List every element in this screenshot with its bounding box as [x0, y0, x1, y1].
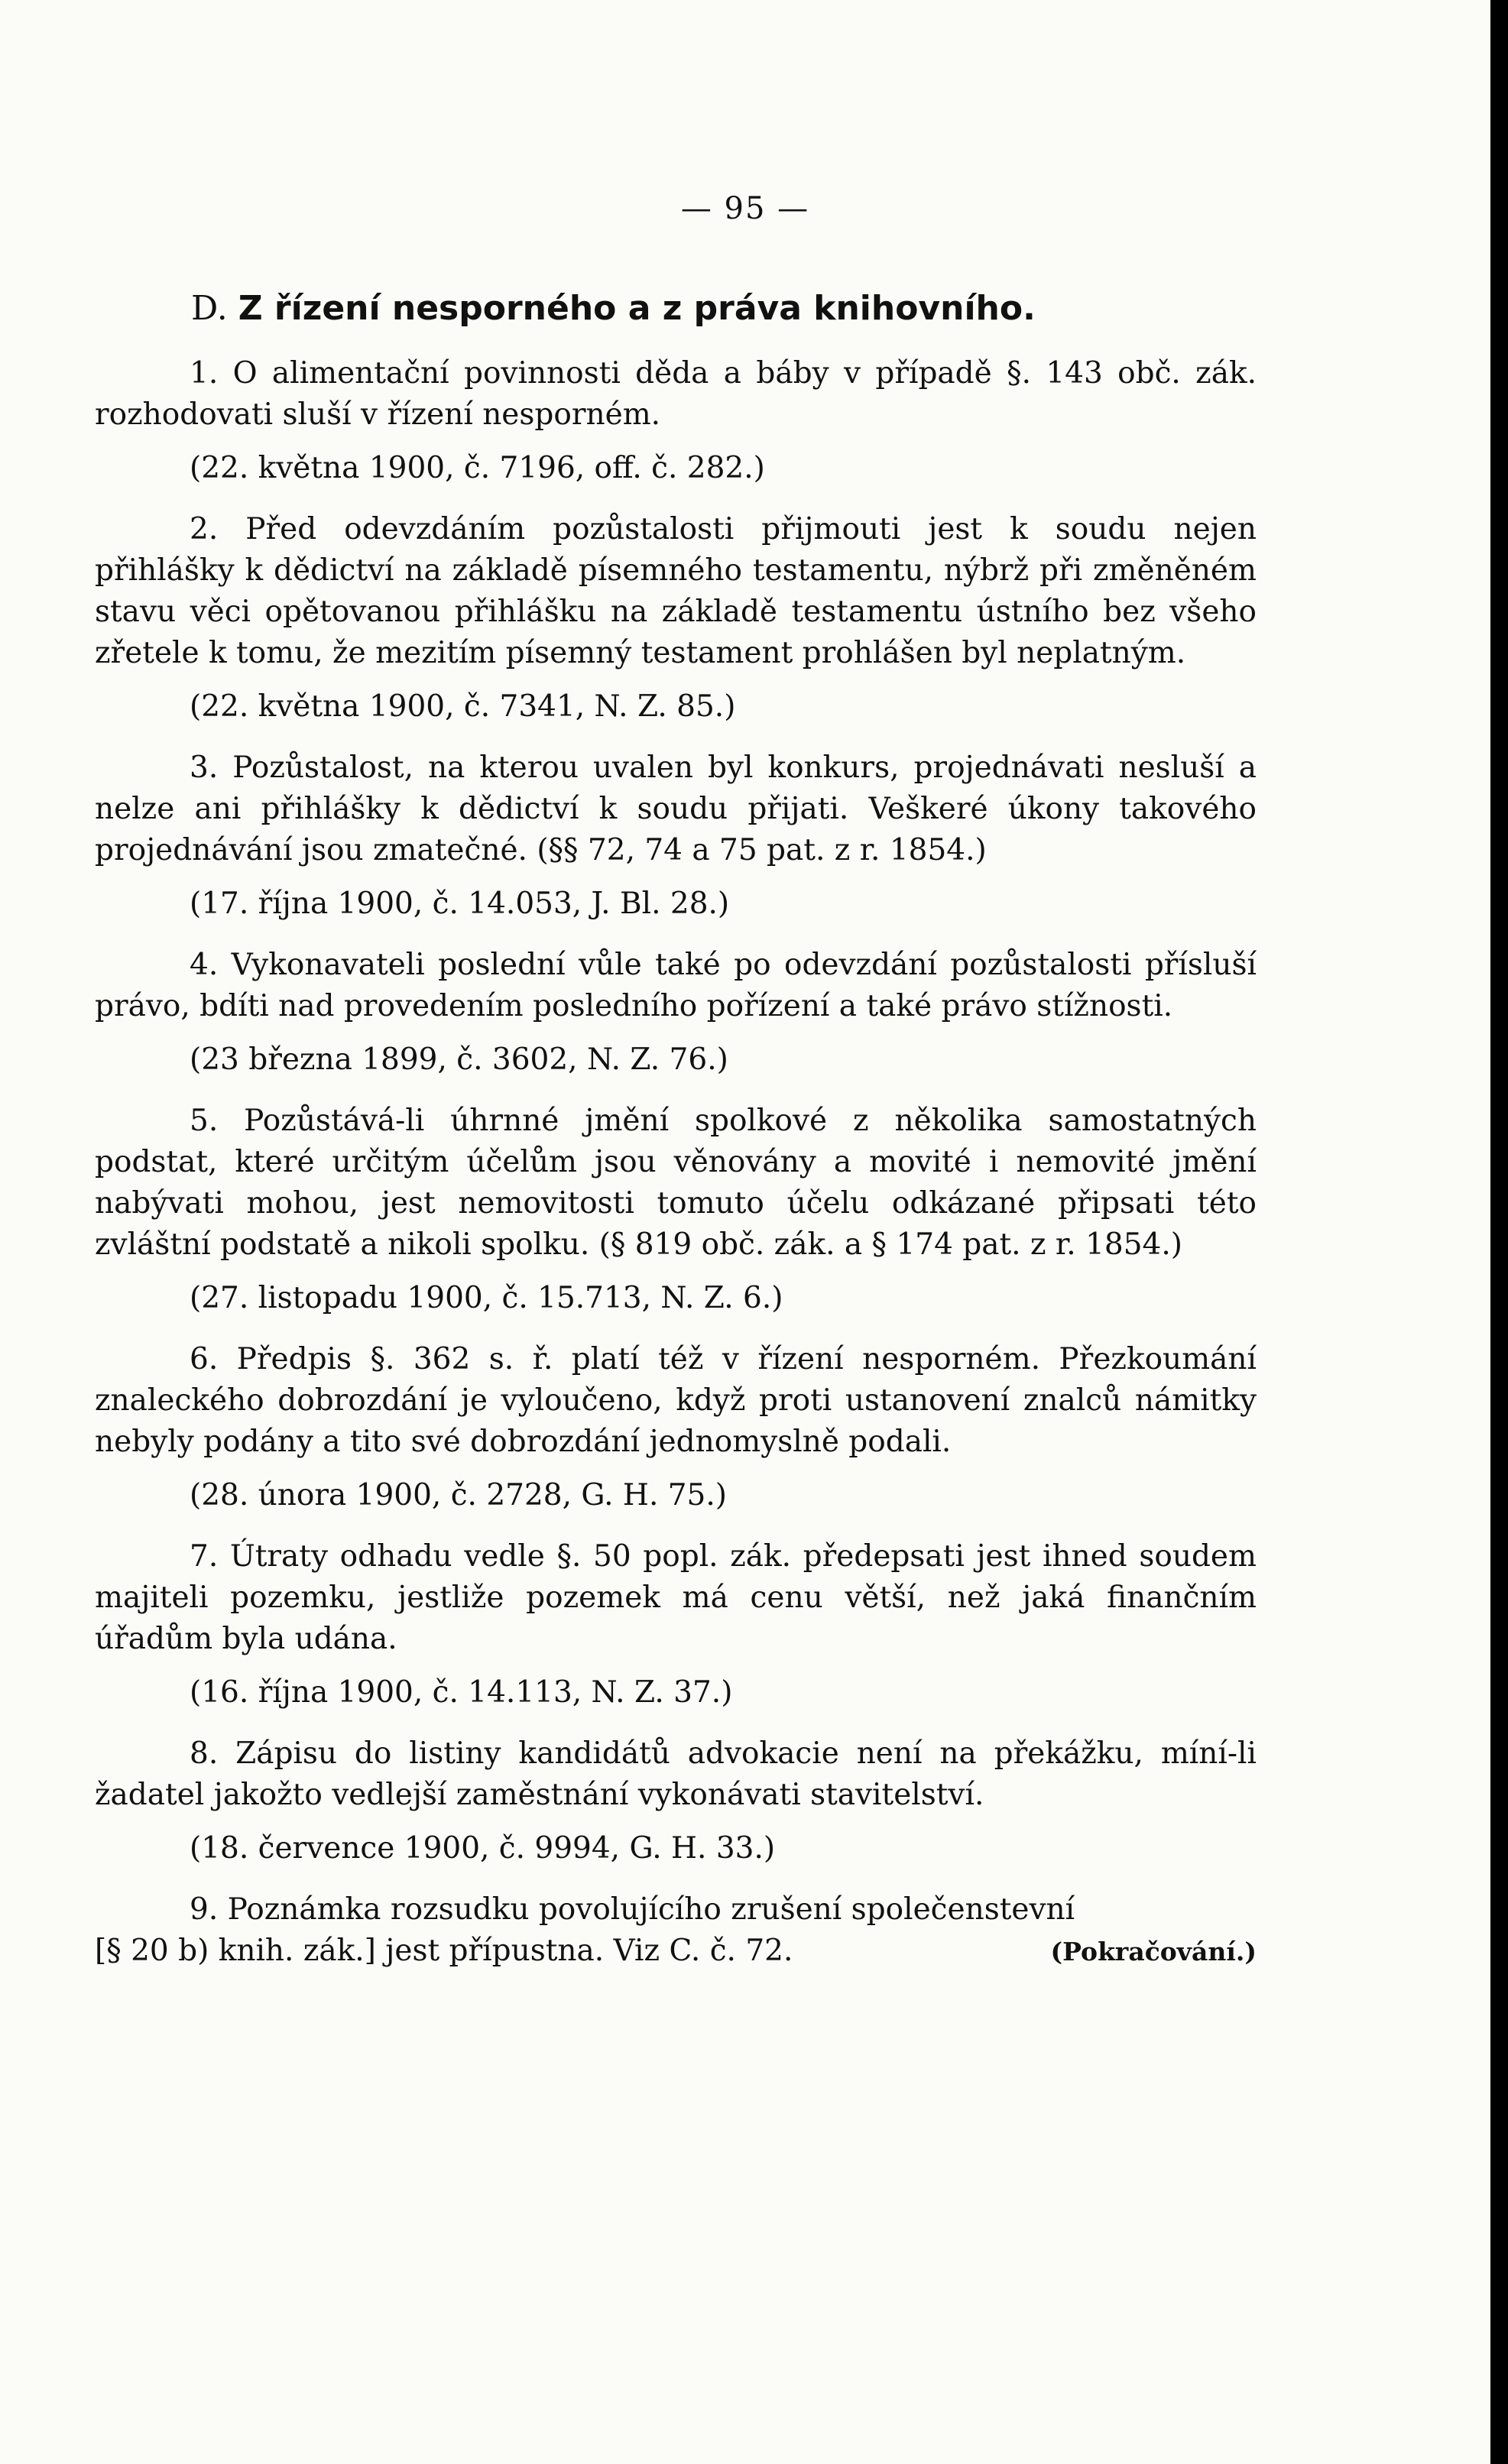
entry-8-citation: (18. července 1900, č. 9994, G. H. 33.): [190, 1831, 776, 1866]
entry-9-last-line-text: [§ 20 b) knih. zák.] jest přípustna. Viz C. č. 72.: [95, 1934, 793, 1968]
entry-8-text: 8. Zápisu do listiny kandidátů advokacie není na překážku, míní-li žadatel jakožto vedlejší zaměstnání vykonávati stavitelství.: [95, 1736, 1257, 1812]
entry-2-text: 2. Před odevzdáním pozůstalosti přijmouti jest k soudu nejen přihlášky k dědictví na základě písemného testamentu, nýbrž při změněném stavu věci opětovanou přihlášku na základě testamentu ústního bez všeho zřetele k tomu, že mezitím písemný testament prohlášen byl neplatným.: [95, 512, 1257, 670]
scan-border: [1490, 0, 1508, 2464]
section-letter: D.: [191, 289, 228, 328]
entry-1-text: 1. O alimentační povinnosti děda a báby v případě §. 143 obč. zák. rozhodovati sluší v řízení nesporném.: [95, 356, 1257, 432]
continued-note: (Pokračování.): [1050, 1937, 1257, 1966]
entry-3-citation: (17. října 1900, č. 14.053, J. Bl. 28.): [190, 887, 730, 921]
entry-7-text: 7. Útraty odhadu vedle §. 50 popl. zák. předepsati jest ihned soudem majiteli pozemku, jestliže pozemek má cenu větší, než jaká finančním úřadům byla udána.: [95, 1539, 1257, 1656]
entry-4-citation: (23 března 1899, č. 3602, N. Z. 76.): [190, 1042, 728, 1077]
entry-2-citation: (22. května 1900, č. 7341, N. Z. 85.): [190, 689, 736, 724]
entry-5-citation: (27. listopadu 1900, č. 15.713, N. Z. 6.): [190, 1281, 783, 1315]
entry-4-text: 4. Vykonavateli poslední vůle také po odevzdání pozůstalosti přísluší právo, bdíti nad provedením posledního pořízení a také právo stížnosti.: [95, 948, 1257, 1023]
entry-6-text: 6. Předpis §. 362 s. ř. platí též v řízení nesporném. Přezkoumání znaleckého dobrozdání je vyloučeno, když proti ustanovení znalců námitky nebyly podány a tito své dobrozdání jednomyslně podali.: [95, 1342, 1257, 1459]
page-number: — 95 —: [680, 191, 810, 226]
section-title: Z řízení nesporného a z práva knihovního.: [238, 289, 1036, 328]
entry-6-citation: (28. února 1900, č. 2728, G. H. 75.): [190, 1478, 727, 1512]
entry-3-text: 3. Pozůstalost, na kterou uvalen byl konkurs, projednávati nesluší a nelze ani přihlášky k dědictví k soudu přijati. Veškeré úkony takového projednávání jsou zmatečné. (§§ 72, 74 a 75 pat. z r. 1854.): [95, 751, 1257, 867]
entry-7-citation: (16. října 1900, č. 14.113, N. Z. 37.): [190, 1675, 733, 1710]
section-heading: [191, 289, 1036, 328]
entry-1-citation: (22. května 1900, č. 7196, off. č. 282.): [190, 451, 765, 485]
entry-9-last-line: [95, 1931, 1257, 1973]
entry-9-text: 9. Poznámka rozsudku povolujícího zrušení společenstevní: [190, 1892, 1075, 1927]
document-body: [95, 353, 1257, 1973]
entry-5-text: 5. Pozůstává-li úhrnné jmění spolkové z několika samostatných podstat, které určitým účelům jsou věnovány a movité i nemovité jmění nabývati mohou, jest nemovitosti tomuto účelu odkázané připsati této zvláštní podstatě a nikoli spolku. (§ 819 obč. zák. a § 174 pat. z r. 1854.): [95, 1104, 1257, 1262]
